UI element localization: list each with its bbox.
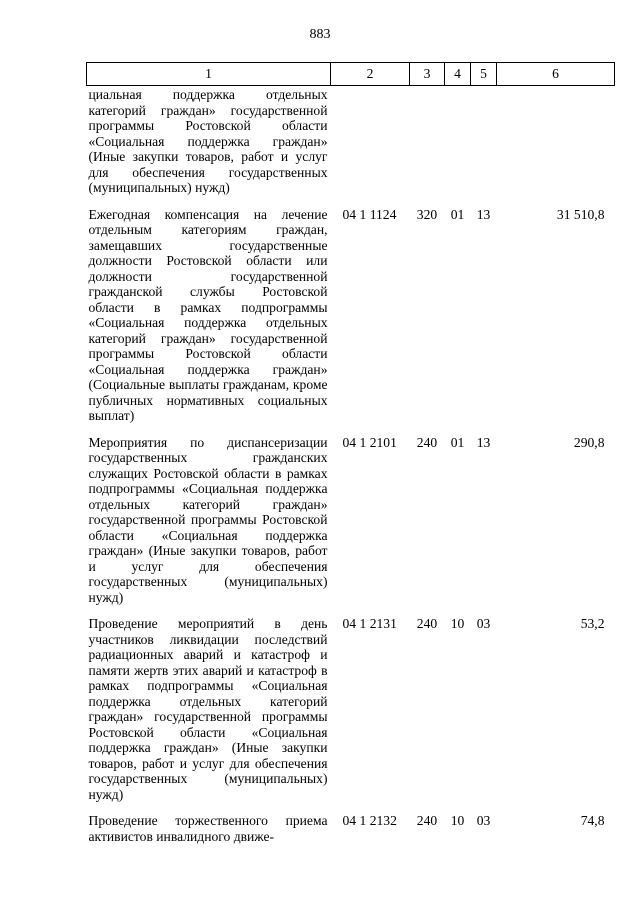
column-header-5: 5 bbox=[471, 63, 497, 86]
budget-table bbox=[86, 62, 615, 844]
row-description: Проведение торжественного приема активистов инвалидного движе- bbox=[88, 813, 328, 844]
row-expense-type bbox=[410, 86, 445, 196]
row-amount: 31 510,8 bbox=[556, 206, 605, 222]
row-section: 10 bbox=[450, 616, 465, 631]
column-header-3: 3 bbox=[410, 63, 445, 86]
row-subsection: 13 bbox=[476, 206, 491, 222]
row-target-code: 04 1 2101 bbox=[342, 434, 397, 450]
row-description: Проведение мероприятий в день участников ликвидации последствий радиационных аварий и катастроф и памяти жертв этих аварий и катастроф в рамках подпрограммы «Социальная поддержка отдельных категорий граждан» государственной программы Ростовской области «Социальная поддержка граждан» (Иные закупки товаров, работ и услуг для обеспечения государственных (муниципальных) нужд) bbox=[88, 616, 328, 802]
row-subsection: 13 bbox=[476, 434, 491, 450]
row-section bbox=[445, 86, 471, 196]
table-row bbox=[87, 196, 615, 424]
row-expense-type: 320 bbox=[416, 206, 438, 222]
row-target-code: 04 1 2132 bbox=[342, 813, 397, 828]
row-target-code: 04 1 1124 bbox=[342, 206, 397, 222]
row-section: 01 bbox=[450, 206, 465, 222]
table-row bbox=[87, 86, 615, 196]
row-expense-type: 240 bbox=[416, 434, 438, 450]
row-target-code bbox=[331, 86, 410, 196]
column-header-6: 6 bbox=[497, 63, 615, 86]
row-subsection bbox=[471, 86, 497, 196]
column-header-4: 4 bbox=[445, 63, 471, 86]
row-target-code: 04 1 2131 bbox=[342, 616, 397, 631]
column-header-2: 2 bbox=[331, 63, 410, 86]
page-number: 883 bbox=[309, 27, 331, 42]
table-header-row bbox=[87, 63, 615, 86]
row-amount: 53,2 bbox=[580, 616, 605, 631]
table-row bbox=[87, 424, 615, 606]
table-row bbox=[87, 605, 615, 802]
row-expense-type: 240 bbox=[416, 616, 438, 631]
row-section: 10 bbox=[450, 813, 465, 828]
table-row bbox=[87, 802, 615, 844]
row-description: циальная поддержка отдельных категорий граждан» государственной программы Ростовской области «Социальная поддержка граждан» (Иные закупки товаров, работ и услуг для обеспечения государственных (муниципальных) нужд) bbox=[88, 87, 328, 195]
column-header-1: 1 bbox=[87, 63, 331, 86]
row-description: Мероприятия по диспансеризации государственных гражданских служащих Ростовской области в рамках подпрограммы «Социальная поддержка отдельных категорий граждан» государственной программы Ростовской области «Социальная поддержка граждан» (Иные закупки товаров, работ и услуг для обеспечения государственных (муниципальных) нужд) bbox=[88, 434, 328, 605]
row-amount: 74,8 bbox=[580, 813, 605, 828]
row-description: Ежегодная компенсация на лечение отдельным категориям граждан, замещавших государственные должности Ростовской области или должности государственной гражданской службы Ростовской области в рамках подпрограммы «Социальная поддержка отдельных категорий граждан» государственной программы Ростовской области «Социальная поддержка граждан» (Социальные выплаты гражданам, кроме публичных нормативных социальных выплат) bbox=[88, 206, 328, 423]
row-subsection: 03 bbox=[476, 616, 491, 631]
row-amount: 290,8 bbox=[573, 434, 605, 450]
row-expense-type: 240 bbox=[416, 813, 438, 828]
row-amount bbox=[497, 86, 615, 196]
row-subsection: 03 bbox=[476, 813, 491, 828]
row-section: 01 bbox=[450, 434, 465, 450]
